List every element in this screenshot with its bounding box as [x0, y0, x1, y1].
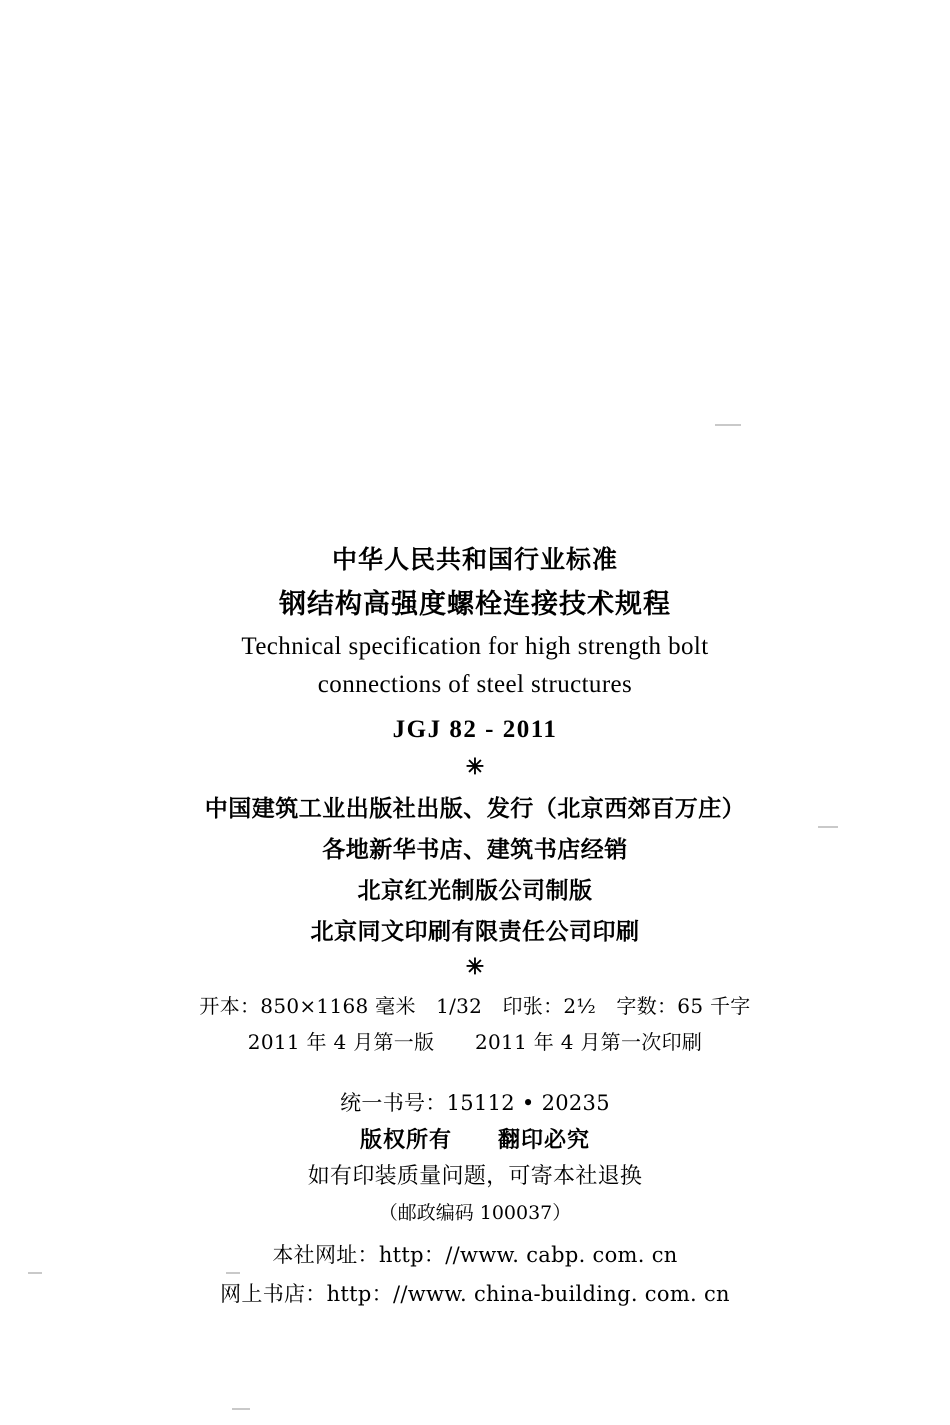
publisher-line-1: 中国建筑工业出版社出版、发行（北京西郊百万庄）: [204, 795, 746, 822]
document-title-en-line1: Technical specification for high strength bolt: [241, 633, 709, 660]
spacer: [0, 1060, 950, 1084]
publisher-website: 本社网址：http：//www. cabp. com. cn: [272, 1243, 678, 1267]
print-specs-line-2: 2011 年 4 月第一版 2011 年 4 月第一次印刷: [247, 1030, 703, 1054]
colophon-block: [0, 540, 950, 1314]
copyright-statement: 版权所有 翻印必究: [359, 1127, 590, 1153]
scan-artifact-mark: [232, 1408, 250, 1410]
publisher-line-2: 各地新华书店、建筑书店经销: [322, 836, 628, 863]
standard-organization: 中华人民共和国行业标准: [331, 545, 618, 574]
unified-book-number: 统一书号：15112 • 20235: [340, 1091, 610, 1115]
postal-code: （邮政编码 100037）: [378, 1202, 572, 1224]
scan-artifact-mark: [715, 424, 741, 426]
standard-code: JGJ 82 - 2011: [392, 716, 558, 743]
online-bookstore-website: 网上书店：http：//www. china-building. com. cn: [220, 1282, 730, 1306]
exchange-note: 如有印装质量问题，可寄本社退换: [307, 1164, 643, 1189]
separator-asterisk-2: ✳: [465, 954, 485, 979]
document-title-en-line2: connections of steel structures: [317, 671, 633, 698]
print-specs-line-1: 开本：850×1168 毫米 1/32 印张：2½ 字数：65 千字: [199, 994, 751, 1018]
separator-asterisk: ✳: [465, 754, 485, 779]
publisher-line-3: 北京红光制版公司制版: [357, 877, 593, 904]
document-title-cn: 钢结构高强度螺栓连接技术规程: [279, 589, 671, 620]
publisher-line-4: 北京同文印刷有限责任公司印刷: [310, 918, 640, 945]
